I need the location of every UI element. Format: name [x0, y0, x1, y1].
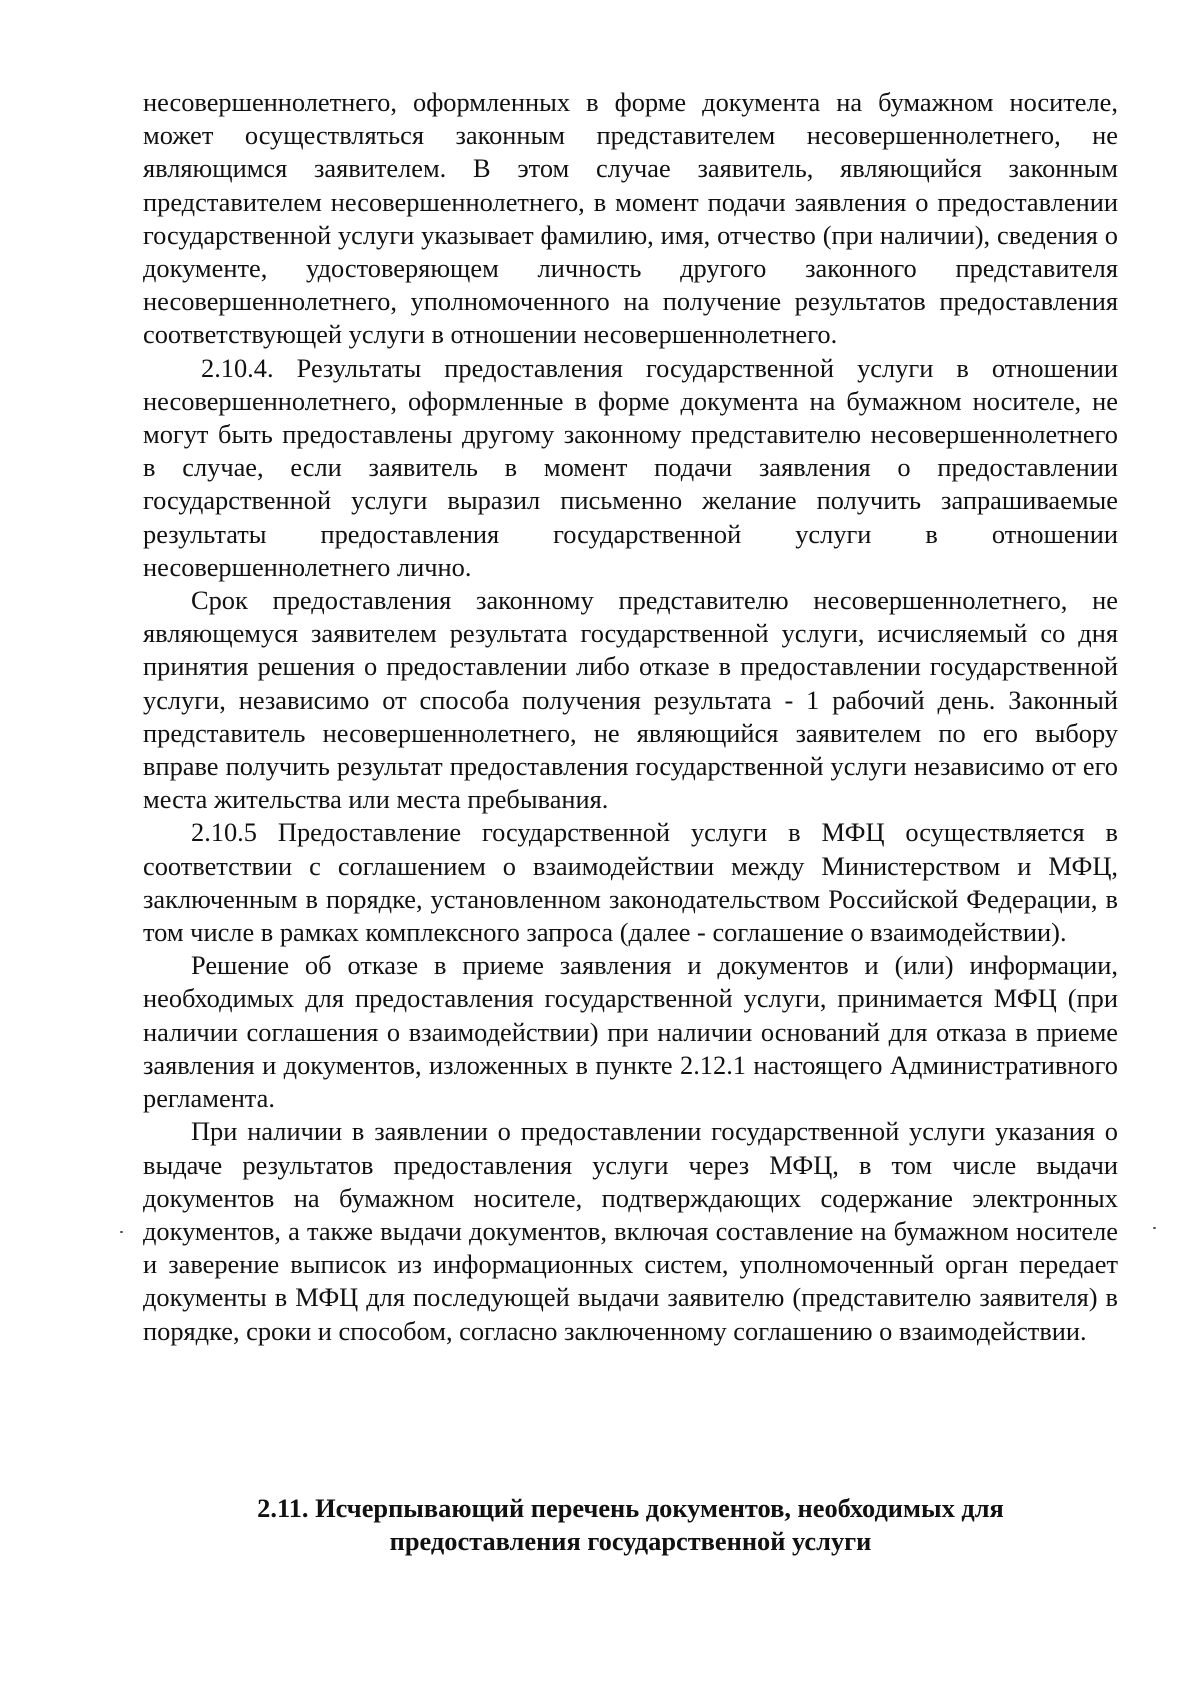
paragraph-deadline: Срок предоставления законному представителю несовершеннолетнего, не являющемуся заявителем результата государственной услуги, исчисляемый со дня принятия решения о предоставлении либо отказе в предоставлении государственной услуги, независимо от способа получения результата - 1 рабочий день. Законный представитель несовершеннолетнего, не являющийся заявителем по его выбору вправе получить результат предоставления государственной услуги независимо от его места жительства или места пребывания.	[143, 585, 1118, 815]
scan-speck	[1153, 1227, 1156, 1229]
section-heading-line-1: 2.11. Исчерпывающий перечень документов, необходимых для	[257, 1493, 1004, 1523]
paragraph-continuation: несовершеннолетнего, оформленных в форме документа на бумажном носителе, может осуществляться законным представителем несовершеннолетнего, не являющимся заявителем. В этом случае заявитель, являющийся законным представителем несовершеннолетнего, в момент подачи заявления о предоставлении государственной услуги указывает фамилию, имя, отчество (при наличии), сведения о документе, удостоверяющем личность другого законного представителя несовершеннолетнего, уполномоченного на получение результатов предоставления соответствующей услуги в отношении несовершеннолетнего.	[143, 87, 1118, 350]
scan-speck	[120, 1231, 123, 1233]
section-heading-line-2: предоставления государственной услуги	[389, 1526, 872, 1557]
paragraph-2-10-5: 2.10.5 Предоставление государственной услуги в МФЦ осуществляется в соответствии с соглашением о взаимодействии между Министерством и МФЦ, заключенным в порядке, установленном законодательством Российской Федерации, в том числе в рамках комплексного запроса (далее - соглашение о взаимодействии).	[143, 817, 1118, 948]
paragraph-mfc-delivery: При наличии в заявлении о предоставлении государственной услуги указания о выдаче результатов предоставления услуги через МФЦ, в том числе выдачи документов на бумажном носителе, подтверждающих содержание электронных документов, а также выдачи документов, включая составление на бумажном носителе и заверение выписок из информационных систем, уполномоченный орган передает документы в МФЦ для последующей выдачи заявителю (представителю заявителя) в порядке, сроки и способом, согласно заключенному соглашению о взаимодействии.	[143, 1116, 1118, 1346]
document-body	[143, 86, 1118, 1348]
paragraph-2-10-4: 2.10.4. Результаты предоставления государственной услуги в отношении несовершеннолетнего, оформленные в форме документа на бумажном носителе, не могут быть предоставлены другому законному представителю несовершеннолетнего в случае, если заявитель в момент подачи заявления о предоставлении государственной услуги выразил письменно желание получить запрашиваемые результаты предоставления государственной услуги в отношении несовершеннолетнего лично.	[143, 352, 1118, 582]
paragraph-refusal: Решение об отказе в приеме заявления и документов и (или) информации, необходимых для предоставления государственной услуги, принимается МФЦ (при наличии соглашения о взаимодействии) при наличии оснований для отказа в приеме заявления и документов, изложенных в пункте 2.12.1 настоящего Административного регламента.	[143, 950, 1118, 1114]
section-heading-2-11	[143, 1492, 1118, 1558]
